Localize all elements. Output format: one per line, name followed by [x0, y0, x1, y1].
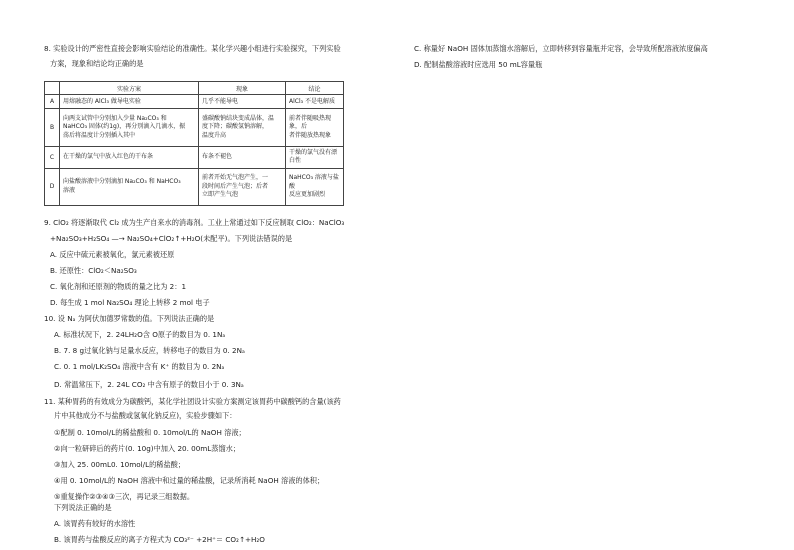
- q11-step-4: ④用 0. 10mol/L的 NaOH 溶液中和过量的稀盐酸，记录所消耗 NaOH 溶液的体积；: [54, 476, 325, 485]
- q8-stem-line2: 方案，现象和结论均正确的是: [50, 59, 144, 68]
- table-header-row: [45, 82, 344, 95]
- q11-stem-line2: 片中其他成分不与盐酸或氢氧化钠反应)，实验步骤如下：: [54, 411, 237, 420]
- table-header-phenomenon: 现象: [199, 82, 286, 95]
- row-label: A: [45, 95, 60, 109]
- table-row: [45, 109, 344, 146]
- row-conclusion: 干燥的氯气没有漂白性: [286, 146, 344, 168]
- q9-stem-line2: +Na₂SO₃+H₂SO₄ —→ Na₂SO₄+ClO₂↑+H₂O(未配平)。下列说法错误的是: [50, 234, 293, 243]
- q11-stem-line1: 11. 某种胃药的有效成分为碳酸钙，某化学社团设计实验方案测定该胃药中碳酸钙的含量(该药: [44, 397, 341, 406]
- row-conclusion: AlCl₃ 不是电解质: [286, 95, 344, 109]
- row-phenomenon: 盛碳酸钠结块变成晶体，温 度下降；碳酸氢钠溶解， 温度升高: [199, 109, 286, 146]
- q10-option-d: D. 常温常压下，2. 24L CO₂ 中含有原子的数目小于 0. 3Nₐ: [54, 380, 244, 389]
- row-label: B: [45, 109, 60, 146]
- row-phenomenon: 几乎不能导电: [199, 95, 286, 109]
- q11-option-d: D. 配制盐酸溶液时应选用 50 mL容量瓶: [414, 60, 543, 69]
- table-row: [45, 95, 344, 109]
- row-phenomenon: 布条不褪色: [199, 146, 286, 168]
- table-row: [45, 168, 344, 205]
- q11-question: 下列说法正确的是: [54, 503, 112, 512]
- q10-option-c: C. 0. 1 mol/LK₂SO₄ 溶液中含有 K⁺ 的数目为 0. 2Nₐ: [54, 362, 225, 371]
- row-phenomenon: 前者开始无气泡产生，一 段时间后产生气泡；后者 立即产生气泡: [199, 168, 286, 205]
- row-plan: 在干燥的氯气中放入红色的干布条: [60, 146, 199, 168]
- q11-option-a: A. 该胃药有较好的水溶性: [54, 519, 136, 528]
- table-header-conclusion: 结论: [286, 82, 344, 95]
- q10-option-a: A. 标准状况下，2. 24LH₂O含 O原子的数目为 0. 1Nₐ: [54, 330, 226, 339]
- row-label: C: [45, 146, 60, 168]
- table-header-plan: 实验方案: [60, 82, 199, 95]
- table-header-blank: [45, 82, 60, 95]
- q9-option-a: A. 反应中硫元素被氧化，氯元素被还原: [50, 250, 175, 259]
- q11-step-1: ①配制 0. 10mol/L的稀盐酸和 0. 10mol/L的 NaOH 溶液；: [54, 428, 246, 437]
- q9-option-d: D. 每生成 1 mol Na₂SO₄ 理论上转移 2 mol 电子: [50, 298, 210, 307]
- row-conclusion: 前者伴随吸热现象，后 者伴随放热现象: [286, 109, 344, 146]
- row-plan: 向两支试管中分别加入少量 Na₂CO₃ 和 NaHCO₃ 固体(约1g)，再分别滴入几滴水，振 荡后将温度计分别插入其中: [60, 109, 199, 146]
- row-conclusion: NaHCO₃ 溶液与盐酸 反应更加剧烈: [286, 168, 344, 205]
- q11-step-2: ②向一粒研碎后的药片(0. 10g)中加入 20. 00mL蒸馏水；: [54, 444, 241, 453]
- q11-option-b: B. 该胃药与盐酸反应的离子方程式为 CO₃²⁻ +2H⁺＝ CO₂↑+H₂O: [54, 535, 265, 544]
- row-plan: 向盐酸溶液中分别滴加 Na₂CO₃ 和 NaHCO₃ 溶液: [60, 168, 199, 205]
- q9-option-c: C. 氧化剂和还原剂的物质的量之比为 2：1: [50, 282, 187, 291]
- q10-option-b: B. 7. 8 g过氧化钠与足量水反应，转移电子的数目为 0. 2Nₐ: [54, 346, 245, 355]
- row-label: D: [45, 168, 60, 205]
- q11-step-3: ③加入 25. 00mL0. 10mol/L的稀盐酸；: [54, 460, 186, 469]
- row-plan: 用熔融态的 AlCl₃ 做导电实验: [60, 95, 199, 109]
- q11-option-c: C. 称量好 NaOH 固体加蒸馏水溶解后，立即转移到容量瓶并定容，会导致所配溶液浓度偏高: [414, 44, 708, 53]
- q10-stem: 10. 设 Nₐ 为阿伏加德罗常数的值。下列说法正确的是: [44, 314, 215, 323]
- q11-step-5: ⑤重复操作②③④③三次，再记录三组数据。: [54, 492, 195, 501]
- q9-stem-line1: 9. ClO₂ 将逐渐取代 Cl₂ 成为生产自来水的消毒剂。工业上常通过如下反应制取 ClO₂：NaClO₃: [44, 218, 345, 227]
- table-row: [45, 146, 344, 168]
- q8-stem-line1: 8. 实验设计的严密性直接会影响实验结论的准确性。某化学兴趣小组进行实验探究，下列实验: [44, 44, 341, 53]
- q9-option-b: B. 还原性：ClO₂＜Na₂SO₃: [50, 266, 137, 275]
- q8-table: [44, 81, 344, 206]
